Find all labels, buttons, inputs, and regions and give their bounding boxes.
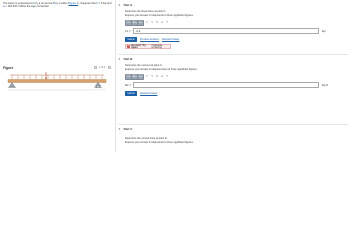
collapse-caret-icon[interactable]: ▼ [118, 127, 121, 131]
math-toolbar-b [125, 73, 171, 80]
previous-answers-link[interactable]: Previous Answers [140, 37, 159, 41]
submit-button-a[interactable]: Submit [125, 37, 137, 42]
symbols-button[interactable]: ΑΣφ [132, 21, 137, 24]
templates-button[interactable]: □√□ [126, 75, 131, 78]
problem-statement: The beam is supported at A by a pin and at B by a roller (Figure 1). Suppose that F = 5 kip and w = 300 lb/ft. Follow the sign convention. [3, 2, 112, 9]
figure-pager [94, 66, 111, 69]
point-load-arrow-icon [45, 72, 47, 79]
undo-icon[interactable]: ↶ [145, 75, 149, 78]
roller-support-icon [94, 83, 102, 88]
vc-input[interactable]: -2.4 [133, 28, 319, 34]
mc-label: Mc = [125, 82, 132, 87]
keyboard-icon[interactable]: ▭ [160, 21, 164, 24]
part-a-header[interactable]: ▼ Part A [118, 3, 133, 7]
incorrect-feedback: × Incorrect; Try Again; 5 attempts remaining [125, 44, 171, 49]
part-a-instruction: Express your answer in kilopounds to three significant figures. [125, 14, 194, 17]
request-answer-link-a[interactable]: Request Answer [162, 37, 180, 41]
math-toolbar-a [125, 19, 171, 26]
next-figure-icon[interactable]: › [108, 66, 110, 69]
reset-icon[interactable]: ⟳ [155, 21, 159, 24]
redo-icon[interactable]: ↷ [150, 75, 154, 78]
mc-input[interactable] [133, 82, 319, 88]
help-icon[interactable]: ? [166, 21, 168, 24]
distributed-load-icon [10, 75, 104, 79]
part-a-prompt: Determine the shear force at point C. [125, 10, 166, 13]
part-c-instruction: Express your answer in kilopounds to three significant figures. [125, 141, 194, 144]
error-x-icon: × [127, 45, 130, 48]
submit-button-b[interactable]: Submit [125, 91, 137, 96]
figure-link[interactable]: Figure 1 [68, 2, 79, 5]
part-b-prompt: Determine the moment at point C. [125, 64, 163, 67]
vc-unit: kip [322, 28, 326, 33]
part-a-answer-row [125, 27, 335, 34]
part-b-header[interactable]: ▼ Part B [118, 57, 133, 61]
collapse-caret-icon[interactable]: ▼ [118, 57, 121, 61]
figure-page-count: 1 of 1 [99, 66, 106, 69]
part-b-instruction: Express your answer in kilopound-feet to three significant figures. [125, 68, 198, 71]
symbols-button[interactable]: ΑΣφ [132, 75, 137, 78]
part-a-actions [125, 37, 179, 42]
keyboard-icon[interactable]: ▭ [160, 75, 164, 78]
prev-figure-icon[interactable]: ‹ [95, 66, 96, 69]
request-answer-link-b[interactable]: Request Answer [140, 91, 158, 95]
undo-icon[interactable]: ↶ [145, 21, 149, 24]
part-b-actions [125, 91, 157, 96]
part-b-answer-row [125, 81, 335, 88]
part-c-prompt: Determine the normal force at point D. [125, 137, 168, 140]
vector-button[interactable]: vec [139, 75, 143, 78]
vector-button[interactable]: vec [139, 21, 143, 24]
collapse-caret-icon[interactable]: ▼ [118, 3, 121, 7]
reset-icon[interactable]: ⟳ [155, 75, 159, 78]
figure-label: Figure [3, 66, 14, 70]
beam-figure [2, 71, 110, 91]
redo-icon[interactable]: ↷ [150, 21, 154, 24]
part-c-header[interactable]: ▼ Part C [118, 127, 133, 131]
pin-support-icon [8, 83, 16, 88]
panel-divider [115, 0, 116, 152]
vc-label: Vc = [125, 28, 131, 33]
beam [8, 80, 106, 83]
templates-button[interactable]: □√□ [126, 21, 131, 24]
mc-unit: kip·ft [322, 82, 329, 87]
help-icon[interactable]: ? [166, 75, 168, 78]
